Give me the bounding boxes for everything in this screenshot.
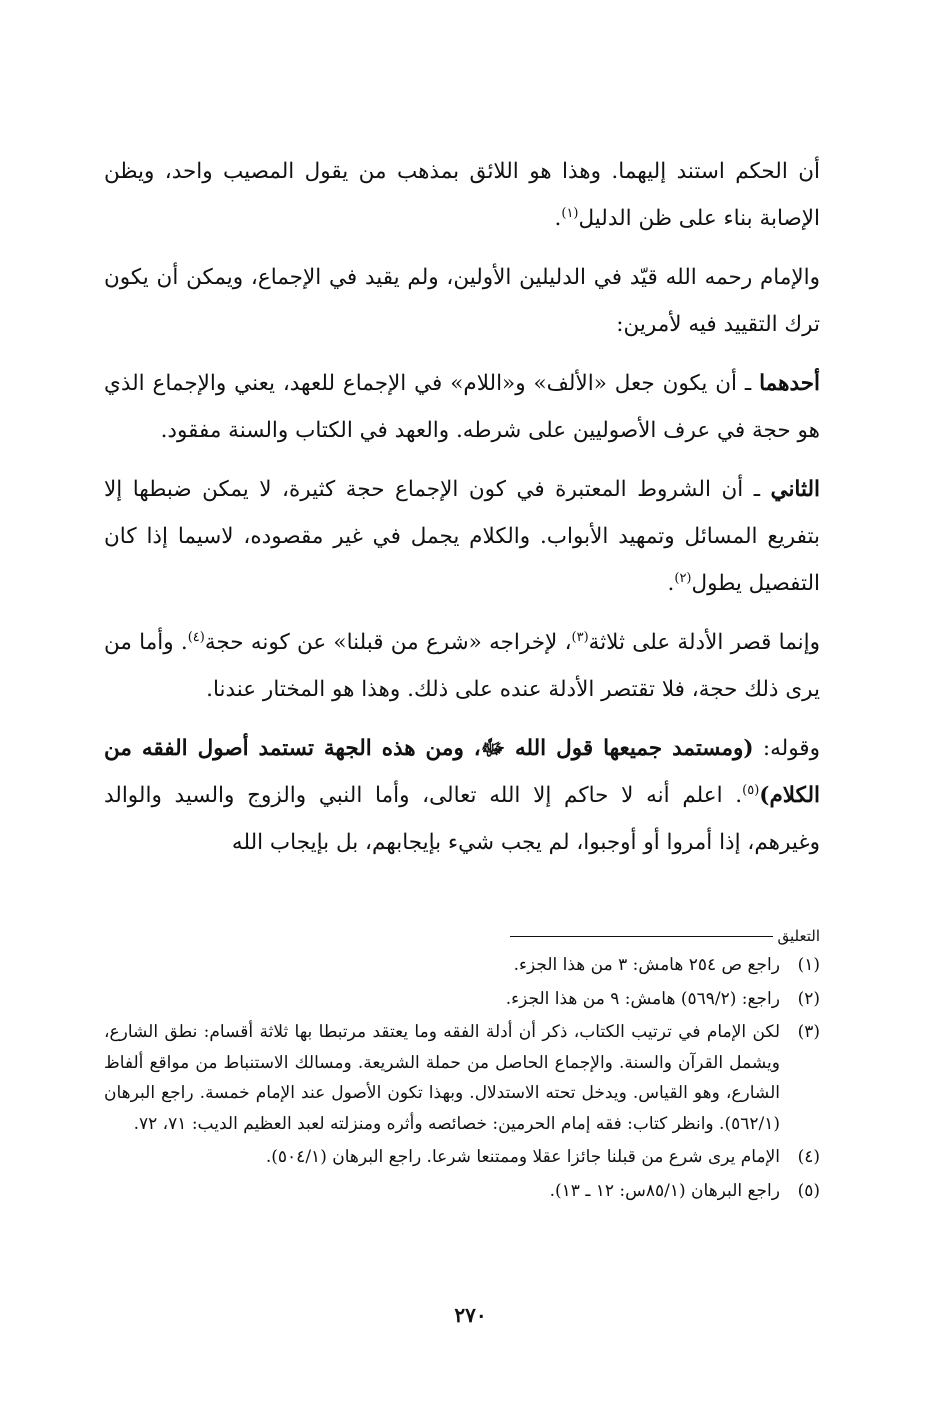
footnote-ref-1[interactable]: (١) bbox=[561, 205, 579, 221]
paragraph-5-text-b: ، لإخراجه «شرع من قبلنا» عن كونه حجة bbox=[204, 630, 572, 655]
footnote-label: التعليق bbox=[777, 927, 820, 945]
paragraph-3 bbox=[104, 360, 820, 454]
footnote-rule bbox=[510, 936, 773, 937]
footnote-text: راجع البرهان (٨٥/١س: ١٢ ـ ١٣). bbox=[549, 1180, 780, 1201]
footnote-text: لكن الإمام في ترتيب الكتاب، ذكر أن أدلة الفقه وما يعتقد مرتبطا بها ثلاثة أقسام: نطق الشارع، ويشمل القرآن والسنة. والإجماع الحاصل من حملة الشريعة. ومسالك الاستنباط من مواقع ألفاظ الشارع، وهو القياس. ويدخل تحته الاستدلال. وبهذا تكون الأصول عند الإمام خمسة. راجع البرهان (٥٦٢/١). وانظر كتاب: فقه إمام الحرمين: خصائصه وأثره ومنزلته لعبد العظيم الديب: ٧١، ٧٢. bbox=[104, 1022, 780, 1134]
footnote-ref-4[interactable]: (٤) bbox=[187, 629, 205, 645]
paragraph-3-lead: أحدهما bbox=[759, 371, 820, 396]
footnote-number: (٥) bbox=[797, 1180, 820, 1201]
footnotes bbox=[104, 950, 820, 1209]
footnote-ref-5[interactable]: (٥) bbox=[742, 782, 760, 798]
paragraph-6 bbox=[104, 725, 820, 866]
paragraph-4-lead: الثاني bbox=[770, 477, 820, 502]
footnote-ref-3[interactable]: (٣) bbox=[571, 629, 589, 645]
paragraph-2-text: والإمام رحمه الله قيّد في الدليلين الأولين، ولم يقيد في الإجماع، ويمكن أن يكون ترك التقييد فيه لأمرين: bbox=[104, 265, 820, 337]
paragraph-5-text-c: . وأما من يرى ذلك حجة، فلا تقتصر الأدلة عنده على ذلك. وهذا هو المختار عندنا. bbox=[104, 630, 820, 702]
paragraph-1 bbox=[104, 148, 820, 242]
paragraph-5-text-a: وإنما قصر الأدلة على ثلاثة bbox=[588, 630, 820, 655]
paragraph-4-text: ـ أن الشروط المعتبرة في كون الإجماع حجة كثيرة، لا يمكن ضبطها إلا بتفريع المسائل وتمهيد الأبواب. والكلام يجمل في غير مقصوده، لاسيما إذا كان التفصيل يطول bbox=[104, 477, 820, 596]
footnote-text: الإمام يرى شرع من قبلنا جائزا عقلا وممتنعا شرعا. راجع البرهان (٥٠٤/١). bbox=[265, 1147, 780, 1167]
main-text bbox=[104, 148, 820, 878]
paragraph-1-text: أن الحكم استند إليهما. وهذا هو اللائق بمذهب من يقول المصيب واحد، ويظن الإصابة بناء على ظن الدليل bbox=[104, 159, 820, 231]
paragraph-1-tail: . bbox=[554, 206, 562, 231]
footnote-separator bbox=[510, 925, 820, 947]
footnote-text: راجع: (٥٦٩/٢) هامش: ٩ من هذا الجزء. bbox=[505, 988, 780, 1009]
page-number: ٢٧٠ bbox=[454, 1303, 487, 1327]
footnote-number: (٣) bbox=[797, 1022, 820, 1042]
paragraph-6-text-a: وقوله: bbox=[753, 736, 820, 761]
paragraph-4 bbox=[104, 466, 820, 607]
paragraph-6-text-b: . اعلم أنه لا حاكم إلا الله تعالى، وأما النبي والزوج والسيد والوالد وغيرهم، إذا أمروا أو أوجبوا، لم يجب شيء بإيجابهم، بل بإيجاب الله bbox=[104, 783, 820, 855]
paragraph-6-quote: (ومستمد جميعها قول الله ﷻ، ومن هذه الجهة تستمد أصول الفقه من الكلام) bbox=[104, 736, 820, 808]
footnote-number: (١) bbox=[797, 955, 820, 975]
paragraph-3-text: ـ أن يكون جعل «الألف» و«اللام» في الإجماع للعهد، يعني والإجماع الذي هو حجة في عرف الأصوليين على شرطه. والعهد في الكتاب والسنة مفقود. bbox=[104, 371, 820, 443]
footnote-number: (٢) bbox=[797, 988, 820, 1009]
paragraph-2 bbox=[104, 254, 820, 348]
footnote-2 bbox=[104, 984, 820, 1015]
paragraph-5 bbox=[104, 619, 820, 713]
footnote-5 bbox=[104, 1176, 820, 1207]
paragraph-4-tail: . bbox=[667, 571, 675, 596]
footnote-4 bbox=[104, 1142, 820, 1173]
footnote-text: راجع ص ٢٥٤ هامش: ٣ من هذا الجزء. bbox=[513, 955, 780, 975]
footnote-1 bbox=[104, 950, 820, 981]
footnote-ref-2[interactable]: (٢) bbox=[674, 570, 692, 586]
footnote-3 bbox=[104, 1017, 820, 1139]
footnote-number: (٤) bbox=[797, 1147, 820, 1167]
